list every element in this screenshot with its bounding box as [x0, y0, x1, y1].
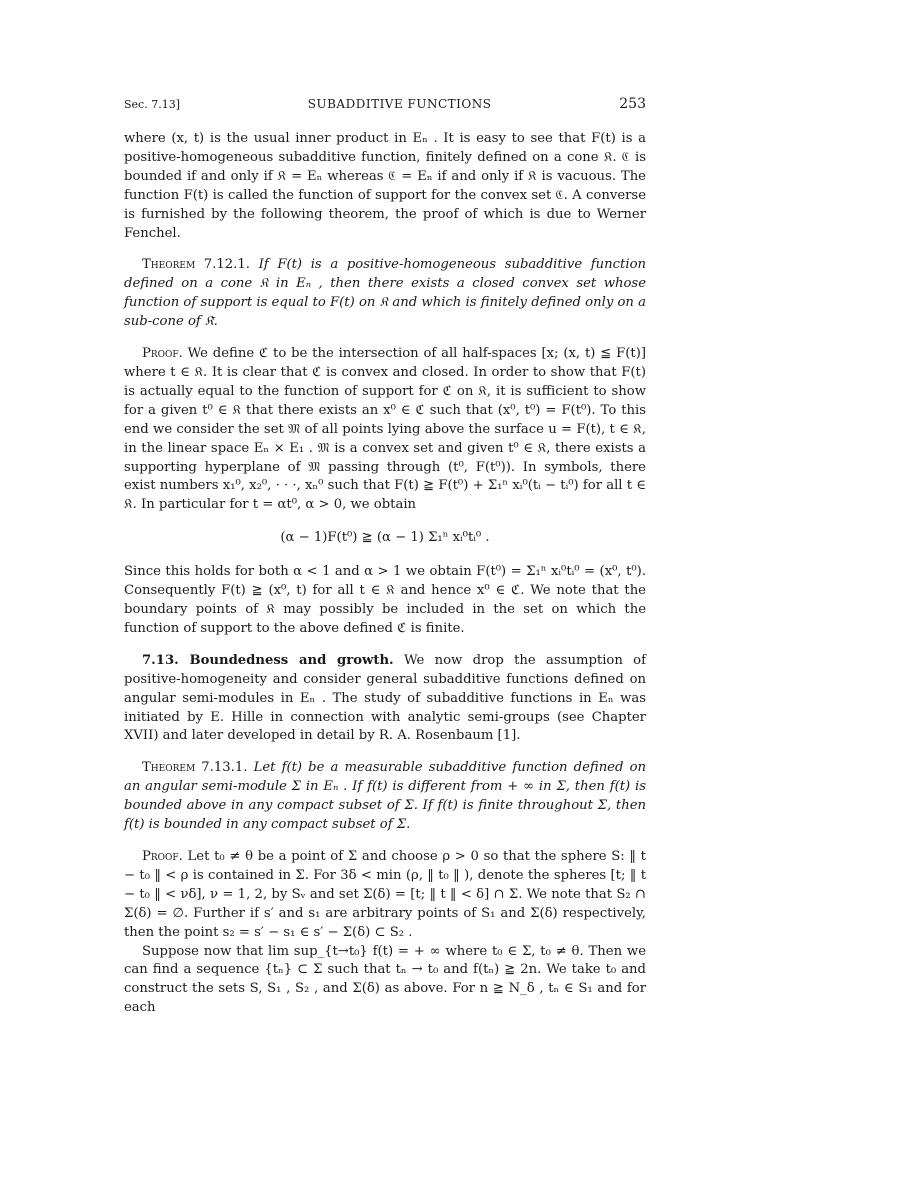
theorem-7-13-1: [124, 759, 646, 835]
paragraph-lim-sup: Suppose now that lim sup_{t→t₀} f(t) = + ∞ where t₀ ∈ Σ, t₀ ≠ θ. Then we can find a sequence {tₙ} ⊂ Σ such that tₙ → t₀ and f(tₙ) ≧ 2n. We take t₀ and construct the sets S, S₁ , S₂ , and Σ(δ) as above. For n ≧ N_δ , tₙ ∈ S₁ and for each: [124, 943, 646, 1016]
display-equation: (α − 1)F(t⁰) ≧ (α − 1) Σ₁ⁿ xᵢ⁰tᵢ⁰ .: [280, 530, 490, 546]
proof-text: Let t₀ ≠ θ be a point of Σ and choose ρ > 0 so that the sphere S: ‖ t − t₀ ‖ < ρ is contained in Σ. For 3δ < min (ρ, ‖ t₀ ‖ ), denote the spheres [t; ‖ t − t₀ ‖ < νδ], ν = 1, 2, by Sᵥ and set Σ(δ) = [t; ‖ t ‖ < δ] ∩ Σ. We note that S₂ ∩ Σ(δ) = ∅. Further if s′ and s₁ are arbitrary points of S₁ and Σ(δ) respectively, then the point s₂ = s′ − s₁ ∈ s′ − Σ(δ) ⊂ S₂ .: [124, 849, 646, 940]
paragraph-conclusion: Since this holds for both α < 1 and α > 1 we obtain F(t⁰) = Σ₁ⁿ xᵢ⁰tᵢ⁰ = (x⁰, t⁰). Consequently F(t) ≧ (x⁰, t) for all t ∈ 𝔎 and hence x⁰ ∈ ℭ. We note that the boundary points of 𝔎 may possibly be included in the set on which the function of support to the above defined ℭ is finite.: [124, 564, 646, 636]
theorem-statement: If F(t) is a positive-homogeneous subadditive function defined on a cone 𝔎 in Eₙ , then there exists a closed convex set whose function of support is equal to F(t) on 𝔎 and which is finitely defined only on a sub-cone of 𝔎̄.: [124, 257, 646, 330]
theorem-label: Theorem 7.13.1.: [142, 760, 248, 776]
section-heading: 7.13. Boundedness and growth.: [142, 652, 394, 668]
page-number: 253: [619, 96, 646, 112]
running-title: SUBADDITIVE FUNCTIONS: [307, 97, 492, 111]
paragraph-function-of-support: where (x, t) is the usual inner product in Eₙ . It is easy to see that F(t) is a positive-homogeneous subadditive function, finitely defined on a cone 𝔎. ℭ is bounded if and only if 𝔎 = Eₙ whereas ℭ = Eₙ if and only if 𝔎 is vacuous. The function F(t) is called the function of support for the convex set ℭ. A converse is furnished by the following theorem, the proof of which is due to Werner Fenchel.: [124, 131, 646, 241]
section-ref: Sec. 7.13]: [124, 98, 180, 111]
proof-label: Proof.: [142, 346, 183, 362]
proof-7-13-1: [124, 848, 646, 943]
proof-label: Proof.: [142, 849, 183, 864]
theorem-7-12-1: [124, 256, 646, 332]
proof-7-12-1: [124, 345, 646, 515]
section-text: We now drop the assumption of positive-homogeneity and consider general subadditive functions defined on angular semi-modules in Eₙ . The study of subadditive functions in Eₙ was initiated by E. Hille in connection with analytic semi-groups (see Chapter XVII) and later developed in detail by R. A. Rosenbaum [1].: [124, 652, 647, 744]
running-header: [124, 96, 646, 112]
theorem-label: Theorem 7.12.1.: [142, 257, 250, 273]
theorem-statement: Let f(t) be a measurable subadditive function defined on an angular semi-module Σ in Eₙ . If f(t) is different from + ∞ in Σ, then f(t) is bounded above in any compact subset of Σ. If f(t) is finite throughout Σ, then f(t) is bounded in any compact subset of Σ.: [124, 760, 646, 833]
proof-text: We define ℭ to be the intersection of all half-spaces [x; (x, t) ≦ F(t)] where t ∈ 𝔎. It is clear that ℭ is convex and closed. In order to show that F(t) is actually equal to the function of support for ℭ on 𝔎, it is sufficient to show for a given t⁰ ∈ 𝔎 that there exists an x⁰ ∈ ℭ such that (x⁰, t⁰) = F(t⁰). To this end we consider the set 𝔐 of all points lying above the surface u = F(t), t ∈ 𝔎, in the linear space Eₙ × E₁ . 𝔐 is a convex set and given t⁰ ∈ 𝔎, there exists a supporting hyperplane of 𝔐 passing through (t⁰, F(t⁰)). In symbols, there exist numbers x₁⁰, x₂⁰, · · ·, xₙ⁰ such that F(t) ≧ F(t⁰) + Σ₁ⁿ xᵢ⁰(tᵢ − tᵢ⁰) for all t ∈ 𝔎. In particular for t = αt⁰, α > 0, we obtain: [124, 346, 646, 513]
section-7-13: [124, 652, 646, 747]
page: [124, 96, 646, 1018]
